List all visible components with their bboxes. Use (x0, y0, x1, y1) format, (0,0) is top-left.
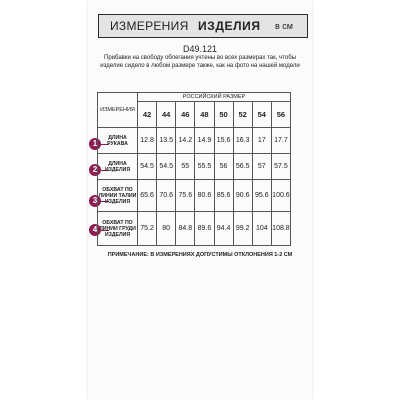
table-cell: 65.6 (138, 180, 157, 212)
table-cell: 16.3 (233, 128, 252, 154)
table-cell: 75.6 (176, 180, 195, 212)
table-cell: 85.6 (214, 180, 233, 212)
table-row (98, 180, 291, 212)
table-cell: 108.8 (271, 212, 290, 246)
row-label: ДЛИНА РУКАВА (98, 128, 138, 154)
tolerance-footnote: ПРИМЕЧАНИЕ: В ИЗМЕРЕНИЯХ ДОПУСТИМЫ ОТКЛОНЕНИЯ 1-2 СМ (107, 252, 293, 258)
title-item: ИЗДЕЛИЯ (198, 19, 261, 33)
table-cell: 95.6 (252, 180, 271, 212)
table-cell: 14.2 (176, 128, 195, 154)
row-label: ДЛИНА ИЗДЕЛИЯ (98, 154, 138, 180)
number-4-icon: 4 (89, 224, 101, 236)
table-cell: 89.6 (195, 212, 214, 246)
table-cell: 80.6 (195, 180, 214, 212)
size-header: 52 (233, 102, 252, 128)
size-header: 56 (271, 102, 290, 128)
table-cell: 100.6 (271, 180, 290, 212)
size-header: 48 (195, 102, 214, 128)
table-cell: 54.5 (157, 154, 176, 180)
number-2-icon: 2 (89, 164, 101, 176)
table-cell: 14.9 (195, 128, 214, 154)
row-label: ОБХВАТ ПО ЛИНИИ ТАЛИИ ИЗДЕЛИЯ (98, 180, 138, 212)
table-cell: 70.6 (157, 180, 176, 212)
table-cell: 57.5 (271, 154, 290, 180)
size-chart-sheet (88, 0, 312, 400)
table-cell: 104 (252, 212, 271, 246)
table-cell: 99.2 (233, 212, 252, 246)
fit-note: Прибавки на свободу облегания учтены во всех размерах так, чтобы изделие сидело в любом размере также, как на фото на нашей модели (100, 55, 300, 69)
table-header-row (98, 93, 291, 102)
table-cell: 54.5 (138, 154, 157, 180)
table-cell: 55 (176, 154, 195, 180)
table-cell: 75.2 (138, 212, 157, 246)
row-label: ОБХВАТ ПО ЛИНИИ ГРУДИ ИЗДЕЛИЯ (98, 212, 138, 246)
article-code: D49.121 (182, 44, 218, 54)
title-measurements: ИЗМЕРЕНИЯ (110, 19, 189, 33)
table-row (98, 154, 291, 180)
size-table (97, 92, 291, 246)
size-header: 42 (138, 102, 157, 128)
table-cell: 13.5 (157, 128, 176, 154)
table-cell: 15.6 (214, 128, 233, 154)
size-header: 46 (176, 102, 195, 128)
table-cell: 55.5 (195, 154, 214, 180)
ru-size-header: РОССИЙСКИЙ РАЗМЕР (138, 93, 291, 102)
size-header: 50 (214, 102, 233, 128)
number-3-icon: 3 (89, 195, 101, 207)
title-unit: в см (275, 21, 293, 31)
table-cell: 84.8 (176, 212, 195, 246)
size-header: 54 (252, 102, 271, 128)
table-cell: 56 (214, 154, 233, 180)
table-row (98, 212, 291, 246)
table-row (98, 128, 291, 154)
table-cell: 12.8 (138, 128, 157, 154)
table-cell: 80 (157, 212, 176, 246)
number-1-icon: 1 (89, 138, 101, 150)
table-cell: 56.5 (233, 154, 252, 180)
table-cell: 94.4 (214, 212, 233, 246)
corner-header: ИЗМЕРЕНИЯ (98, 93, 138, 128)
table-cell: 17 (252, 128, 271, 154)
title-banner (98, 14, 308, 38)
size-header: 44 (157, 102, 176, 128)
table-cell: 90.6 (233, 180, 252, 212)
table-cell: 57 (252, 154, 271, 180)
table-cell: 17.7 (271, 128, 290, 154)
